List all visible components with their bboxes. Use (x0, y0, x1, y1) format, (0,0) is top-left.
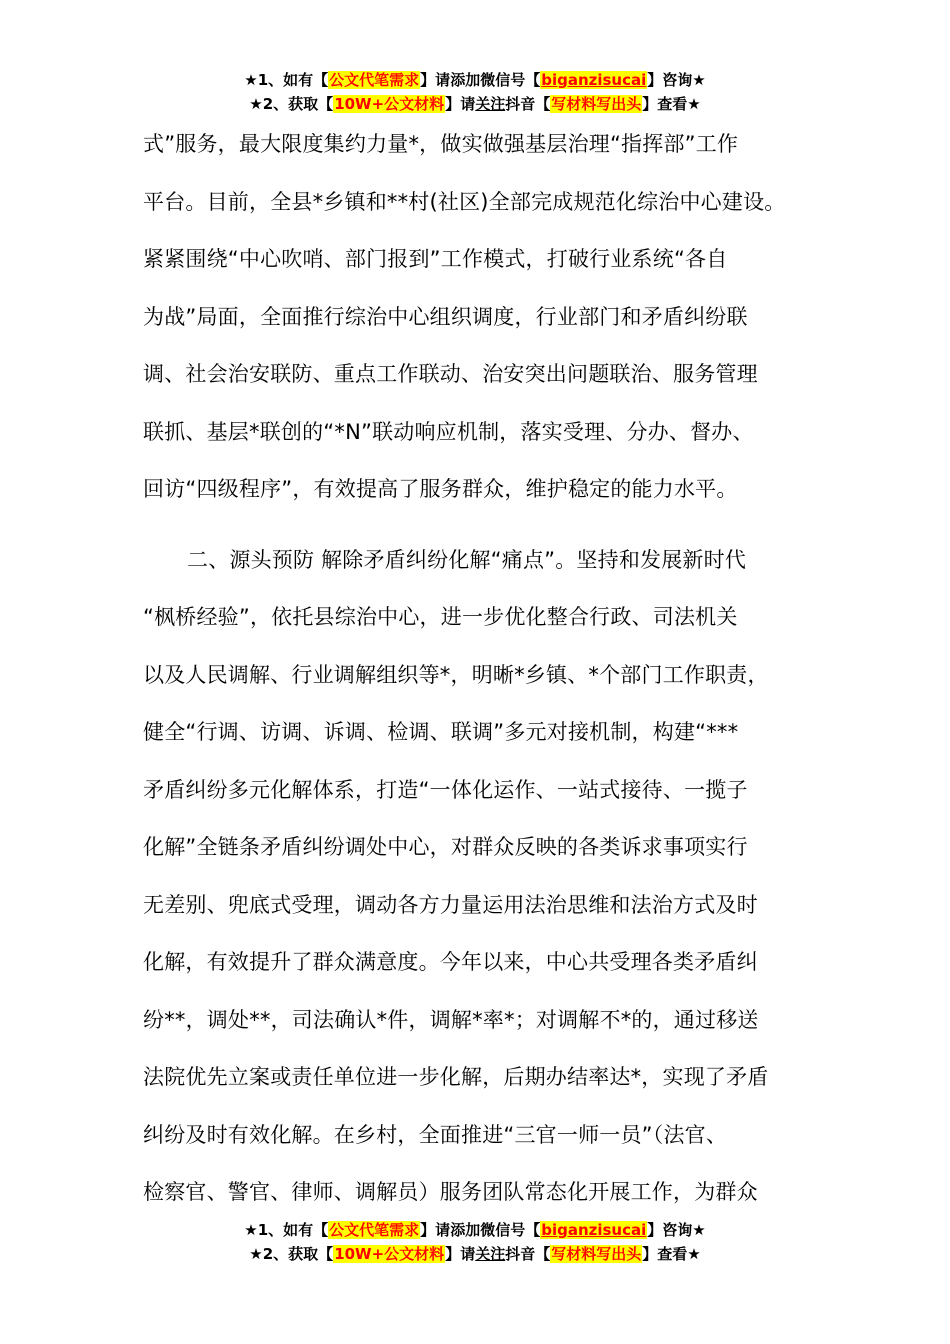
footer-banner (0, 1218, 950, 1266)
banner-emphasis: 关注 (475, 95, 506, 113)
banner-text: 】咨询★ (647, 1221, 706, 1239)
text-line: 回访“四级程序”，有效提高了服务群众，维护稳定的能力水平。 (143, 477, 738, 501)
text-line: 为战”局面，全面推行综治中心组织调度，行业部门和矛盾纠纷联 (143, 304, 748, 329)
text-line: 矛盾纠纷多元化解体系，打造“一体化运作、一站式接待、一揽子 (143, 777, 748, 802)
highlight-materials: 10W+公文材料 (334, 95, 445, 113)
wechat-id-link[interactable]: biganzisucai (541, 1221, 647, 1239)
text-line: 无差别、兜底式受理，调动各方力量运用法治思维和法治方式及时 (143, 892, 758, 917)
banner-text: ★2、获取【 (249, 95, 334, 113)
paragraph-1 (143, 116, 819, 519)
banner-text: 】查看★ (642, 95, 701, 113)
text-line: 纠纷及时有效化解。在乡村，全面推进“三官一师一员”（法官、 (143, 1122, 728, 1147)
text-line: 纷**，调处**，司法确认*件，调解*率*；对调解不*的，通过移送 (143, 1007, 759, 1032)
text-line: 紧紧围绕“中心吹哨、部门报到”工作模式，打破行业系统“各自 (143, 247, 728, 271)
wechat-id-link[interactable]: biganzisucai (541, 71, 647, 89)
text-line: 调、社会治安联防、重点工作联动、治安突出问题联治、服务管理 (143, 362, 758, 386)
header-banner (0, 68, 950, 116)
highlight-materials: 10W+公文材料 (334, 1245, 445, 1263)
douyin-account: 写材料写出头 (551, 95, 642, 113)
text-line: 健全“行调、访调、诉调、检调、联调”多元对接机制，构建“*** (143, 720, 739, 744)
banner-text: 】查看★ (642, 1245, 701, 1263)
banner-line-1 (0, 68, 950, 92)
banner-text: 微信号【 (480, 1221, 541, 1239)
banner-text: 抖音【 (505, 95, 551, 113)
banner-emphasis: 添加 (450, 1221, 481, 1239)
banner-text: 微信号【 (480, 71, 541, 89)
banner-text: 】请 (420, 71, 451, 89)
text-line: 检察官、警官、律师、调解员）服务团队常态化开展工作，为群众 (143, 1180, 758, 1204)
text-line: 平台。目前，全县*乡镇和**村(社区)全部完成规范化综治中心建设。 (143, 189, 786, 214)
banner-text: 】请 (445, 1245, 476, 1263)
banner-text: ★1、如有【 (244, 71, 329, 89)
banner-emphasis: 关注 (475, 1245, 506, 1263)
banner-emphasis: 添加 (450, 71, 481, 89)
text-line: 法院优先立案或责任单位进一步化解，后期办结率达*，实现了矛盾 (143, 1065, 769, 1089)
banner-line-2 (0, 92, 950, 116)
banner-text: 抖音【 (505, 1245, 551, 1263)
banner-line-1 (0, 1218, 950, 1242)
text-line: 化解”全链条矛盾纠纷调处中心，对群众反映的各类诉求事项实行 (143, 835, 748, 859)
banner-text: 】请 (420, 1221, 451, 1239)
highlight-service: 公文代笔需求 (329, 71, 420, 89)
text-line: “枫桥经验”，依托县综治中心，进一步优化整合行政、司法机关 (143, 605, 738, 629)
banner-text: ★1、如有【 (244, 1221, 329, 1239)
text-line: 式”服务，最大限度集约力量*，做实做强基层治理“指挥部”工作 (143, 132, 739, 156)
text-line: 化解，有效提升了群众满意度。今年以来，中心共受理各类矛盾纠 (143, 950, 758, 974)
paragraph-2 (143, 532, 819, 1222)
banner-line-2 (0, 1242, 950, 1266)
banner-text: 】咨询★ (647, 71, 706, 89)
section-heading-line: 二、源头预防 解除矛盾纠纷化解“痛点”。坚持和发展新时代 (187, 547, 747, 572)
highlight-service: 公文代笔需求 (329, 1221, 420, 1239)
document-body (143, 116, 819, 1222)
banner-text: ★2、获取【 (249, 1245, 334, 1263)
text-line: 联抓、基层*联创的“*N”联动响应机制，落实受理、分办、督办、 (143, 419, 754, 444)
douyin-account: 写材料写出头 (551, 1245, 642, 1263)
banner-text: 】请 (445, 95, 476, 113)
text-line: 以及人民调解、行业调解组织等*，明晰*乡镇、*个部门工作职责， (143, 662, 769, 687)
